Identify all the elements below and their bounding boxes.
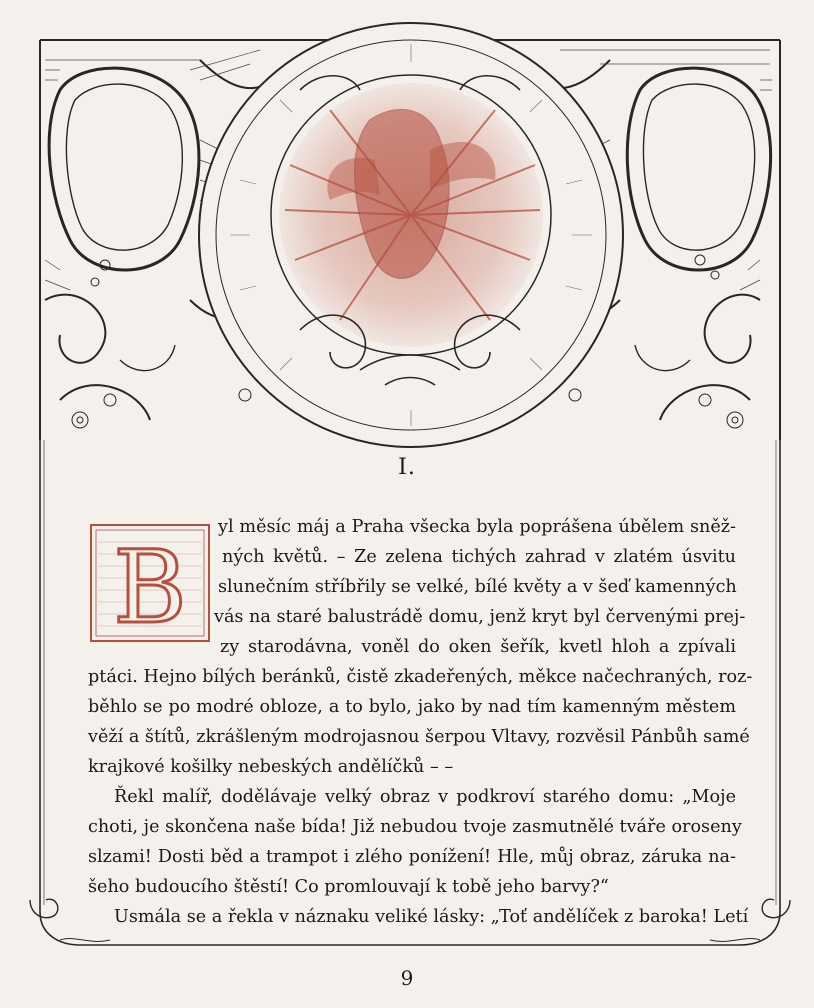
body-text (88, 512, 753, 932)
text-line: ných květů. – Ze zelena tichých zahrad v zlatém úsvitu (222, 547, 736, 567)
page-number: 9 (400, 966, 414, 990)
text-line: Usmála se a řekla v náznaku veliké lásky: „Toť andělíček z baroka! Letí (114, 907, 749, 927)
central-medallion (199, 23, 623, 447)
text-line: zy starodávna, voněl do oken šeřík, kvetl hloh a zpívali (220, 637, 736, 657)
text-line: yl měsíc máj a Praha všecka byla poprášena úbělem sněž- (218, 517, 736, 537)
text-line: šeho budoucího štěstí! Co promlouvají k tobě jeho barvy?“ (88, 877, 609, 897)
text-line: slzami! Dosti běd a trampot i zlého ponížení! Hle, můj obraz, záruka na- (88, 847, 736, 867)
text-line: slunečním stříbřily se velké, bílé květy a v šeď kamenných (218, 577, 737, 597)
text-line: choti, je skončena naše bída! Již nebudou tvoje zasmutnělé tváře oroseny (88, 817, 742, 837)
text-line: vás na staré balustrádě domu, jenž kryt byl červenými prej- (214, 607, 746, 627)
text-line: Řekl malíř, dodělávaje velký obraz v podkroví starého domu: „Moje (114, 787, 736, 807)
chapter-number: I. (398, 455, 416, 480)
text-line: krajkové košilky nebeských andělíčků – – (88, 757, 454, 777)
angel-illustration (279, 83, 543, 347)
text-line: věží a štítů, zkrášleným modrojasnou šerpou Vltavy, rozvěsil Pánbůh samé (88, 727, 750, 747)
text-line: ptáci. Hejno bílých beránků, čistě zkadeřených, měkce načechraných, roz- (88, 667, 753, 687)
text-line: běhlo se po modré obloze, a to bylo, jako by nad tím kamenným městem (88, 697, 736, 717)
drop-cap-letter: B (113, 529, 187, 644)
